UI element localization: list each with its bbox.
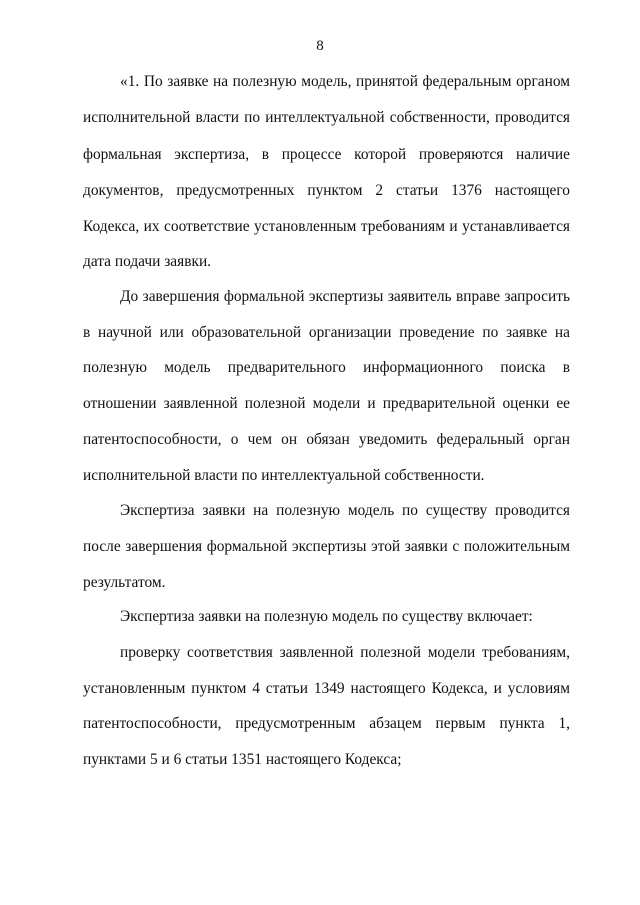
paragraph-1-line-6: дата подачи заявки. [83,253,212,270]
paragraph-2-line-4: отношении заявленной полезной модели и предварительной оценки ее [83,395,570,412]
paragraph-2-line-5: патентоспособности, о чем он обязан уведомить федеральный орган [83,431,570,448]
paragraph-3-line-1: Экспертиза заявки на полезную модель по существу проводится [120,502,570,519]
page-number: 8 [316,38,324,54]
paragraph-2-line-1: До завершения формальной экспертизы заявитель вправе запросить [120,288,570,305]
paragraph-3-line-3: результатом. [83,574,166,591]
document-body [83,0,573,905]
paragraph-5-line-4: пунктами 5 и 6 статьи 1351 настоящего Кодекса; [83,751,402,768]
paragraph-2-line-2: в научной или образовательной организации проведение по заявке на [83,324,570,341]
paragraph-3-line-2: после завершения формальной экспертизы этой заявки с положительным [83,538,570,555]
paragraph-1-line-5: Кодекса, их соответствие установленным требованиям и устанавливается [83,218,570,235]
paragraph-1-line-1: «1. По заявке на полезную модель, принятой федеральным органом [120,73,570,90]
paragraph-2-line-3: полезную модель предварительного информационного поиска в [83,359,570,376]
paragraph-1-line-3: формальная экспертиза, в процессе которой проверяются наличие [83,146,570,163]
paragraph-4-line-1: Экспертиза заявки на полезную модель по существу включает: [120,608,533,625]
paragraph-5-line-2: установленным пунктом 4 статьи 1349 настоящего Кодекса, и условиям [83,680,570,697]
paragraph-2-line-6: исполнительной власти по интеллектуальной собственности. [83,467,485,484]
paragraph-5-line-3: патентоспособности, предусмотренным абзацем первым пункта 1, [83,715,570,732]
paragraph-1-line-4: документов, предусмотренных пунктом 2 статьи 1376 настоящего [83,182,570,199]
paragraph-1-line-2: исполнительной власти по интеллектуальной собственности, проводится [83,109,570,126]
paragraph-5-line-1: проверку соответствия заявленной полезной модели требованиям, [120,644,570,661]
